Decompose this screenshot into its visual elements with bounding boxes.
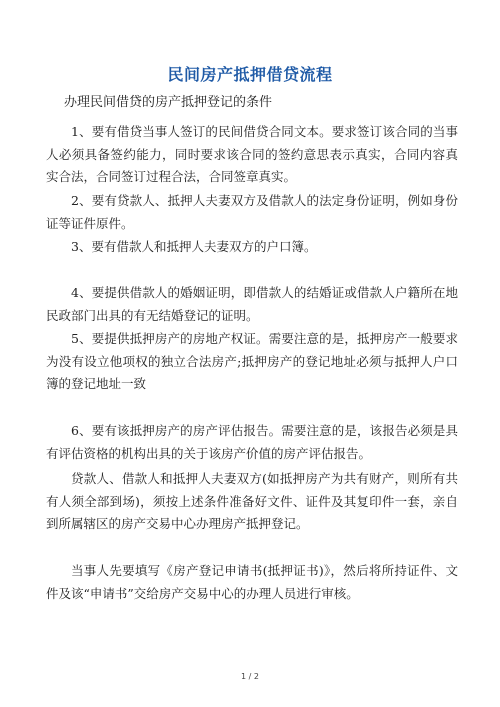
paragraph-5: 5、要提供抵押房产的房地产权证。需要注意的是，抵押房产一般要求为没有设立他项权的独立合法房产;抵押房产的登记地址必须与抵押人户口簿的登记地址一致: [46, 331, 458, 391]
paragraph-2: 2、要有贷款人、抵押人夫妻双方及借款人的法定身份证明，例如身份证等证件原件。: [46, 193, 458, 231]
paragraph-1: 1、要有借贷当事人签订的民间借贷合同文本。要求签订该合同的当事人必须具备签约能力，同时要求该合同的签约意思表示真实，合同内容真实合法，合同签订过程合法，合同签章真实。: [46, 124, 458, 184]
page-number: 1 / 2: [241, 672, 259, 681]
paragraph-6: 6、要有该抵押房产的房产评估报告。需要注意的是，该报告必须是具有评估资格的机构出具的关于该房产价值的房产评估报告。: [46, 423, 458, 461]
paragraph-7: 贷款人、借款人和抵押人夫妻双方(如抵押房产为共有财产，则所有共有人须全部到场)，须按上述条件准备好文件、证件及其复印件一套，亲自到所属辖区的房产交易中心办理房产抵押登记。: [46, 471, 458, 531]
paragraph-3: 3、要有借款人和抵押人夫妻双方的户口簿。: [71, 239, 317, 254]
document-title: 民间房产抵押借贷流程: [167, 65, 333, 84]
paragraph-8: 当事人先要填写《房产登记申请书(抵押证书)》，然后将所持证件、文件及该“申请书”交给房产交易中心的办理人员进行审核。: [46, 563, 458, 601]
document-subtitle: 办理民间借贷的房产抵押登记的条件: [64, 95, 273, 110]
paragraph-4: 4、要提供借款人的婚姻证明，即借款人的结婚证或借款人户籍所在地民政部门出具的有无结婚登记的证明。: [46, 285, 458, 323]
